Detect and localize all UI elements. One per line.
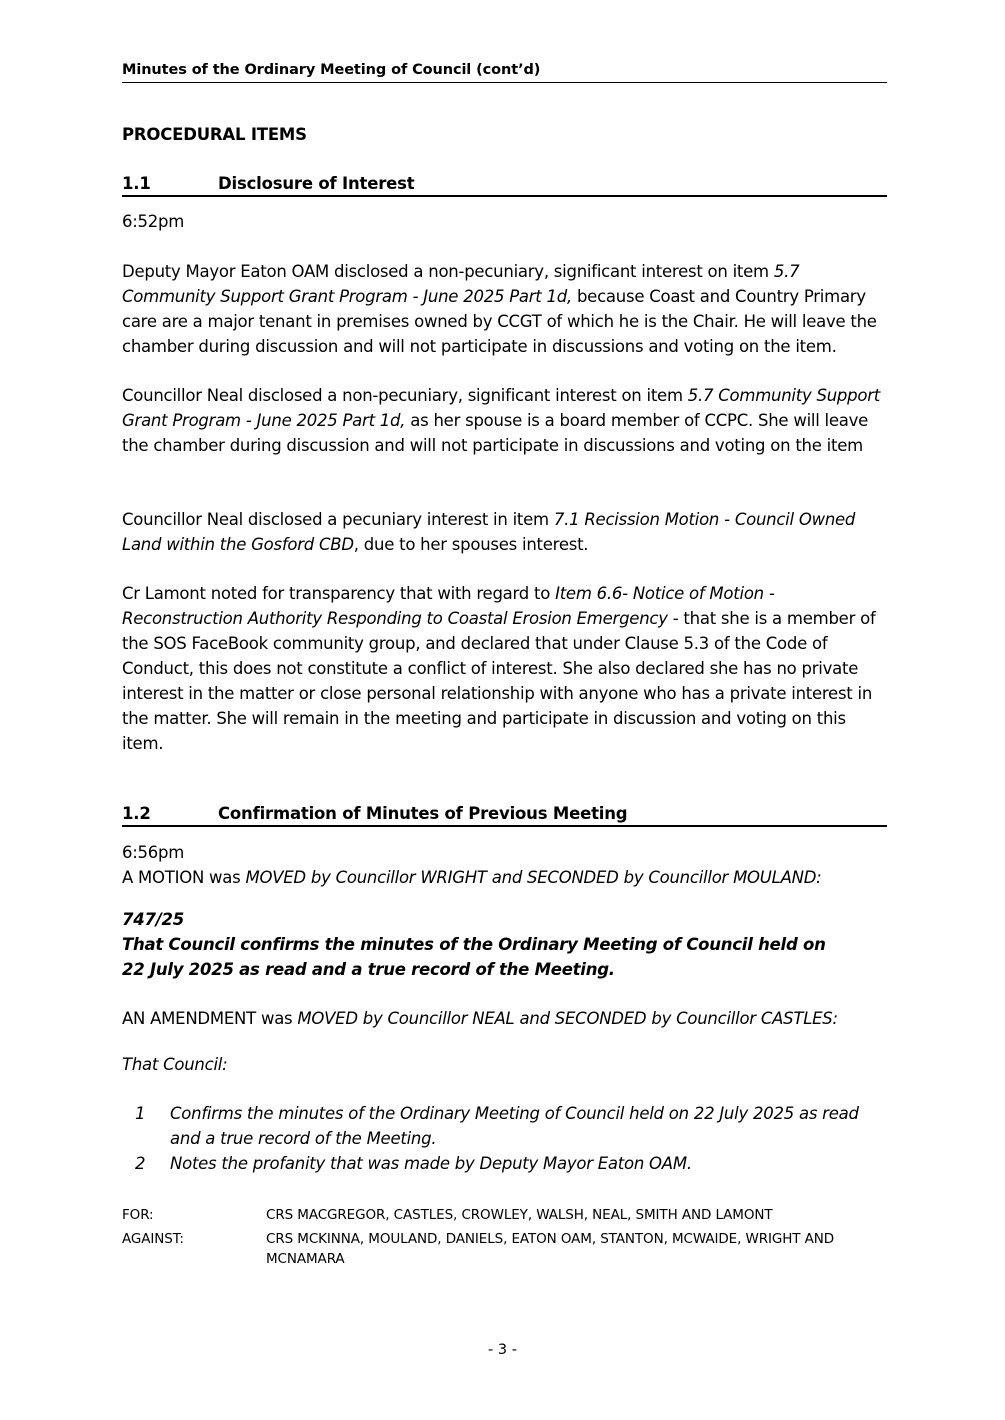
item-1-2-heading — [122, 804, 887, 827]
item-reference: 7.1 Recission Motion - Council Owned Land within the Gosford CBD — [122, 510, 856, 554]
para-text: as her spouse is a board member of CCPC. She will leave the chamber during discussion and will not participate in discussions and voting on the item — [122, 411, 869, 455]
item-number: 1.1 — [122, 174, 151, 193]
item-1-1-heading — [122, 174, 887, 197]
vote-label: AGAINST: — [122, 1231, 184, 1247]
para-text: Cr Lamont noted for transparency that with regard to — [122, 584, 556, 603]
list-text: Notes the profanity that was made by Deputy Mayor Eaton OAM. — [170, 1154, 692, 1173]
time-stamp: 6:52pm — [122, 212, 185, 231]
para-text: Councillor Neal disclosed a non-pecuniary, significant interest on item — [122, 386, 688, 405]
section-title: PROCEDURAL ITEMS — [122, 125, 307, 144]
list-text: Confirms the minutes of the Ordinary Meeting of Council held on 22 July 2025 as read and a true record of the Meeting. — [170, 1104, 859, 1148]
item-1-1-time — [122, 209, 887, 234]
resolution-text: 22 July 2025 as read and a true record of the Meeting. — [122, 960, 615, 979]
item-reference: 5.7 Community Support Grant Program - June 2025 Part 1d, — [122, 386, 880, 430]
amendment-list — [122, 1101, 887, 1176]
para-text: Deputy Mayor Eaton OAM disclosed a non-pecuniary, significant interest on item — [122, 262, 774, 281]
para-text: because Coast and Country Primary care are a major tenant in premises owned by CCGT of which he is the Chair. He will leave the chamber during discussion and will not participate in discussions and voting on the item. — [122, 287, 877, 356]
vote-names: CRS MCKINNA, MOULAND, DANIELS, EATON OAM, STANTON, MCWAIDE, WRIGHT AND MCNAMARA — [266, 1231, 835, 1267]
item-1-2-motion — [122, 840, 887, 890]
list-number: 2 — [135, 1154, 146, 1173]
item-title: Disclosure of Interest — [218, 174, 415, 193]
amendment-text: AN AMENDMENT was — [122, 1009, 298, 1028]
motion-movers: MOVED by Councillor WRIGHT and SECONDED by Councillor MOULAND: — [245, 868, 822, 887]
motion-text: A MOTION was — [122, 868, 246, 887]
disclosure-paragraph-3 — [122, 507, 887, 557]
disclosure-paragraph-2 — [122, 383, 887, 458]
page-number: - 3 - — [488, 1342, 517, 1358]
vote-row-for — [122, 1205, 887, 1225]
para-text: , due to her spouses interest. — [353, 535, 589, 554]
disclosure-paragraph-1 — [122, 259, 887, 359]
vote-names: CRS MACGREGOR, CASTLES, CROWLEY, WALSH, NEAL, SMITH AND LAMONT — [266, 1207, 773, 1223]
running-header: Minutes of the Ordinary Meeting of Council (cont’d) — [122, 62, 887, 83]
resolution — [122, 907, 887, 982]
list-item — [122, 1151, 887, 1176]
vote-label: FOR: — [122, 1207, 154, 1223]
amendment — [122, 1006, 887, 1031]
vote-row-against — [122, 1229, 887, 1269]
item-number: 1.2 — [122, 804, 151, 823]
that-council — [122, 1052, 887, 1077]
time-stamp: 6:56pm — [122, 843, 185, 862]
amendment-movers: MOVED by Councillor NEAL and SECONDED by Councillor CASTLES: — [297, 1009, 838, 1028]
vote-table — [122, 1205, 887, 1273]
list-number: 1 — [135, 1104, 146, 1123]
that-council-text: That Council: — [122, 1055, 228, 1074]
list-item — [122, 1101, 887, 1151]
item-reference: Item 6.6- Notice of Motion - Reconstruction Authority Responding to Coastal Erosion Emergency — [122, 584, 775, 628]
resolution-text: That Council confirms the minutes of the Ordinary Meeting of Council held on — [122, 935, 826, 954]
disclosure-paragraph-4 — [122, 581, 887, 756]
resolution-number: 747/25 — [122, 910, 184, 929]
item-title: Confirmation of Minutes of Previous Meeting — [218, 804, 628, 823]
para-text: Councillor Neal disclosed a pecuniary interest in item — [122, 510, 554, 529]
para-text: - that she is a member of the SOS FaceBook community group, and declared that under Clause 5.3 of the Code of Conduct, this does not constitute a conflict of interest. She also declared she has no private interest in the matter or close personal relationship with anyone who has a private interest in the matter. She will remain in the meeting and participate in discussion and voting on this item. — [122, 609, 876, 753]
item-reference: 5.7 Community Support Grant Program - June 2025 Part 1d, — [122, 262, 800, 306]
